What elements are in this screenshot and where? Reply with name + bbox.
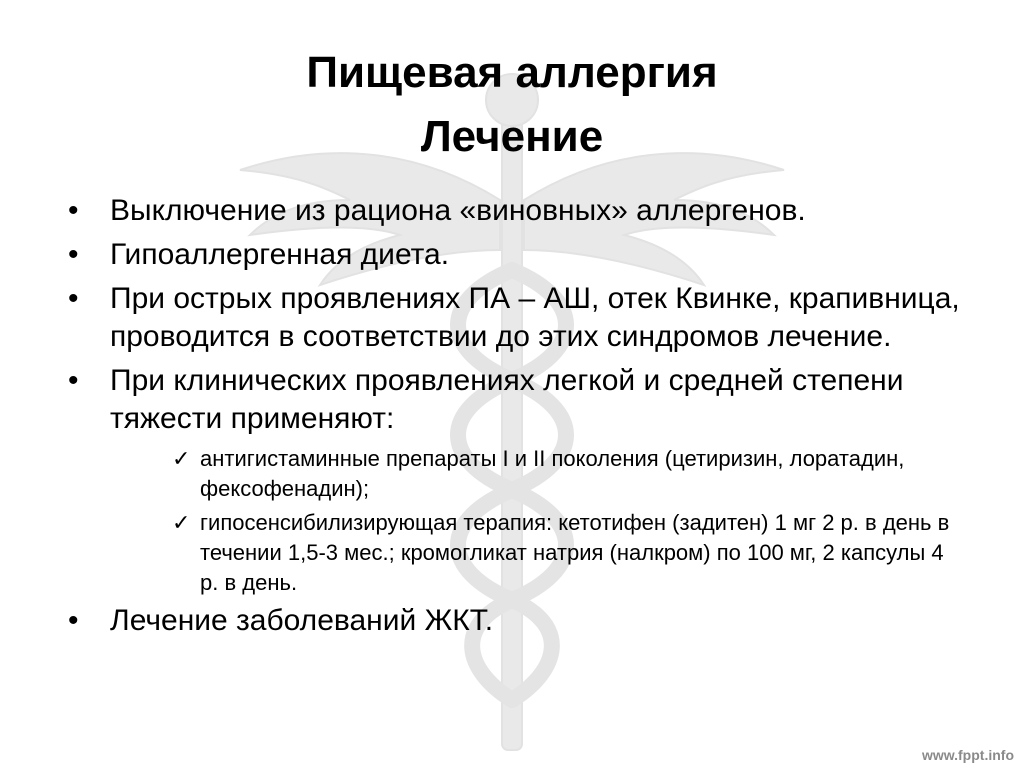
bullet-marker: • xyxy=(68,282,79,315)
bullet-text: При острых проявлениях ПА – АШ, отек Квинке, крапивница, проводится в соответствии до этих синдромов лечение. xyxy=(110,282,960,353)
bullet-text: Гипоаллергенная диета. xyxy=(110,238,450,271)
sub-item xyxy=(172,508,964,598)
slide-subtitle: Лечение xyxy=(420,112,604,161)
bullet-text: При клинических проявлениях легкой и средней степени тяжести применяют: xyxy=(110,364,904,435)
bullet-marker: • xyxy=(68,238,79,271)
bullet-marker: • xyxy=(68,604,79,637)
bullet-text: Выключение из рациона «виновных» аллергенов. xyxy=(110,194,806,227)
bullet-item xyxy=(64,280,964,356)
bullet-marker: • xyxy=(68,364,79,397)
bullet-marker: • xyxy=(68,194,79,227)
bullet-item xyxy=(64,362,964,438)
footer-url: www.fppt.info xyxy=(921,747,1014,763)
slide-title: Пищевая аллергия xyxy=(306,48,718,97)
sub-list-container xyxy=(64,444,964,598)
bullet-text: Лечение заболеваний ЖКТ. xyxy=(110,604,494,637)
bullet-item xyxy=(64,602,964,640)
sub-list xyxy=(64,444,964,598)
bullet-list xyxy=(64,192,964,646)
bullet-item xyxy=(64,192,964,230)
bullet-item xyxy=(64,236,964,274)
sub-item-text: антигистаминные препараты I и II поколения (цетиризин, лоратадин, фексофенадин); xyxy=(200,446,905,501)
check-icon: ✓ xyxy=(172,446,191,471)
check-icon: ✓ xyxy=(172,510,191,535)
sub-item-text: гипосенсибилизирующая терапия: кетотифен (задитен) 1 мг 2 р. в день в течении 1,5-3 мес.; кромогликат натрия (налкром) по 100 мг, 2 капсулы 4 р. в день. xyxy=(200,510,950,595)
sub-item xyxy=(172,444,964,504)
